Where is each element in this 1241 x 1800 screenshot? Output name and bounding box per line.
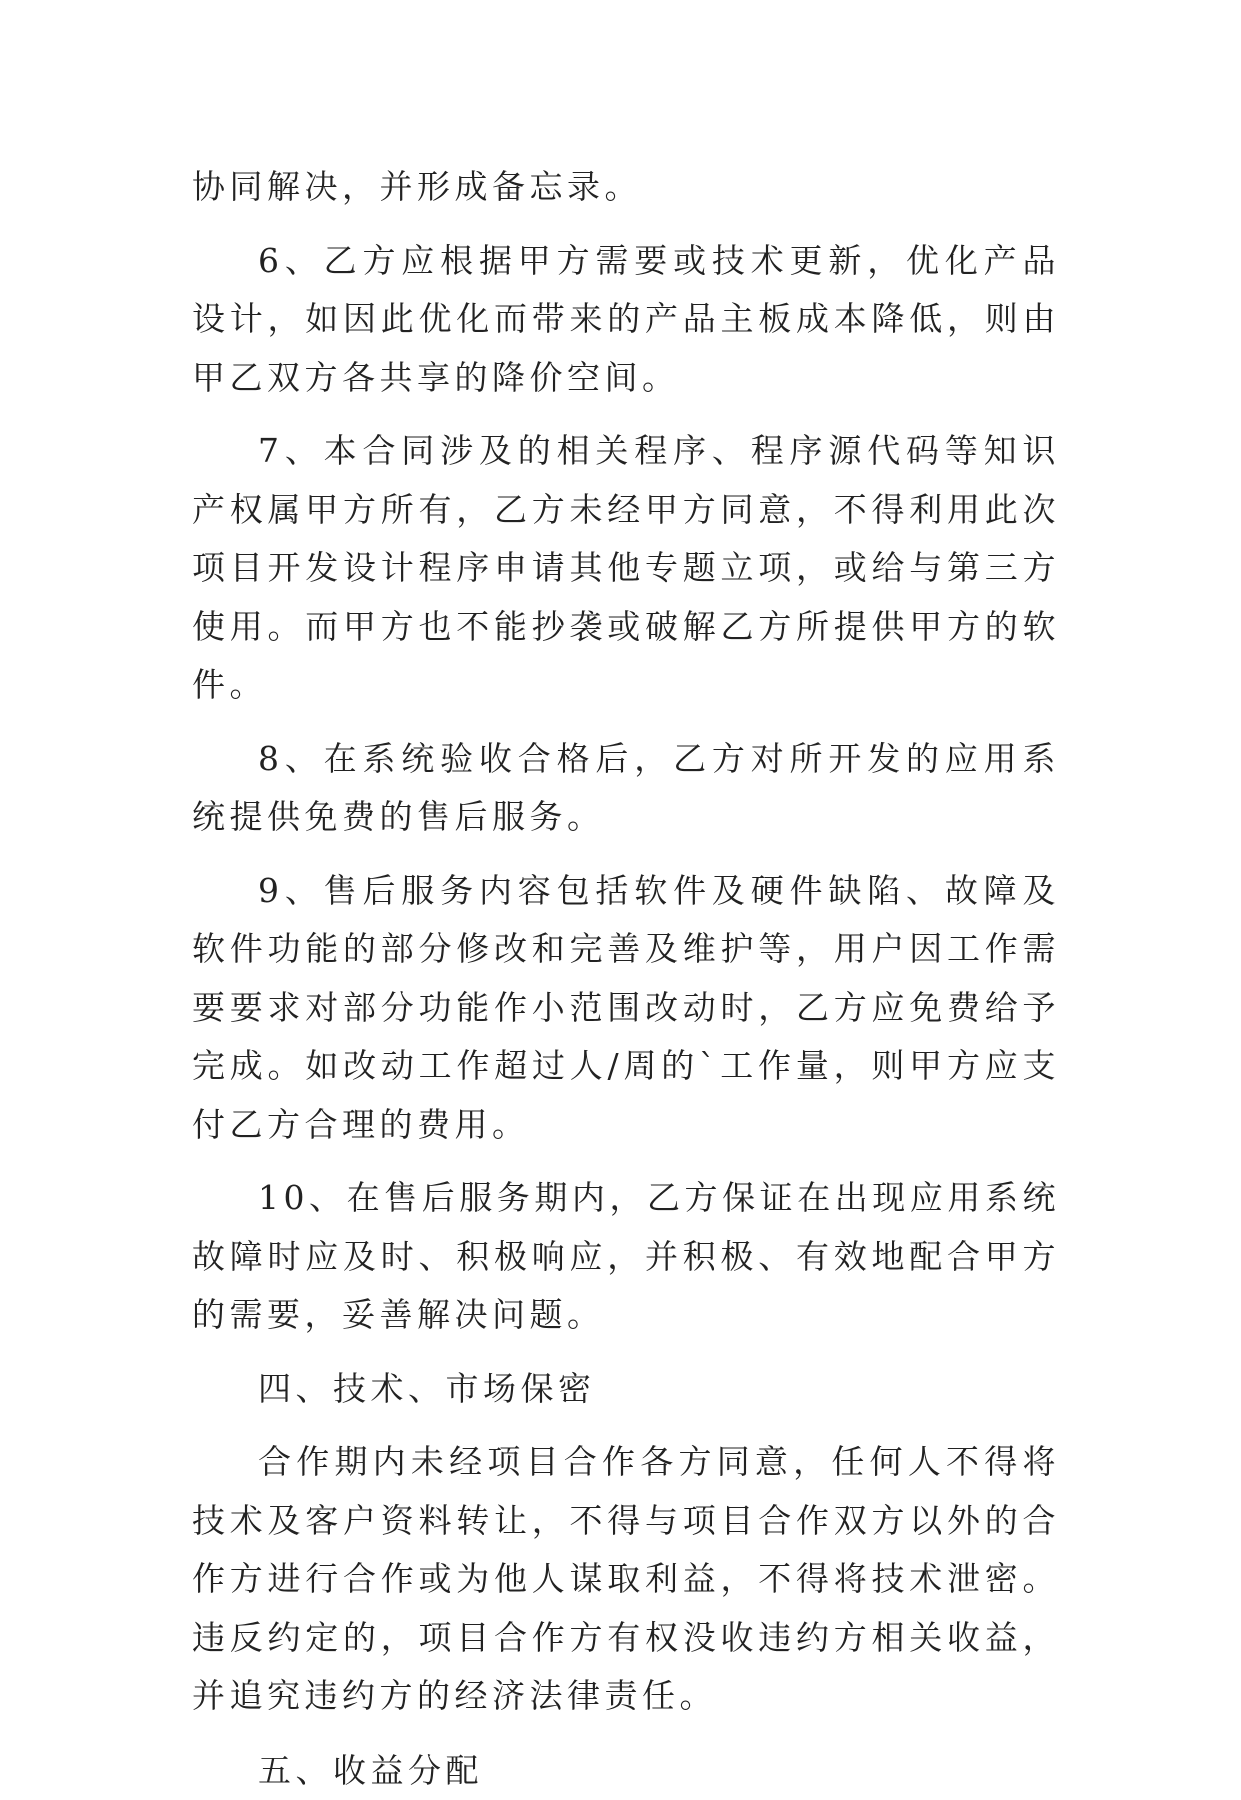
document-body xyxy=(192,158,1060,1800)
section-5-heading: 五、收益分配 xyxy=(192,1742,1060,1800)
clause-6: 6、乙方应根据甲方需要或技术更新，优化产品设计，如因此优化而带来的产品主板成本降低，则由甲乙双方各共享的降价空间。 xyxy=(192,232,1060,408)
clause-8: 8、在系统验收合格后，乙方对所开发的应用系统提供免费的售后服务。 xyxy=(192,730,1060,847)
clause-10: 10、在售后服务期内，乙方保证在出现应用系统故障时应及时、积极响应，并积极、有效地配合甲方的需要，妥善解决问题。 xyxy=(192,1169,1060,1345)
paragraph-continuation: 协同解决，并形成备忘录。 xyxy=(192,158,1060,217)
section-4-body: 合作期内未经项目合作各方同意，任何人不得将技术及客户资料转让，不得与项目合作双方以外的合作方进行合作或为他人谋取利益，不得将技术泄密。违反约定的，项目合作方有权没收违约方相关收益，并追究违约方的经济法律责任。 xyxy=(192,1433,1060,1726)
clause-7: 7、本合同涉及的相关程序、程序源代码等知识产权属甲方所有，乙方未经甲方同意，不得利用此次项目开发设计程序申请其他专题立项，或给与第三方使用。而甲方也不能抄袭或破解乙方所提供甲方的软件。 xyxy=(192,422,1060,715)
section-4-heading: 四、技术、市场保密 xyxy=(192,1360,1060,1419)
clause-9: 9、售后服务内容包括软件及硬件缺陷、故障及软件功能的部分修改和完善及维护等，用户因工作需要要求对部分功能作小范围改动时，乙方应免费给予完成。如改动工作超过人/周的`工作量，则甲方应支付乙方合理的费用。 xyxy=(192,862,1060,1155)
